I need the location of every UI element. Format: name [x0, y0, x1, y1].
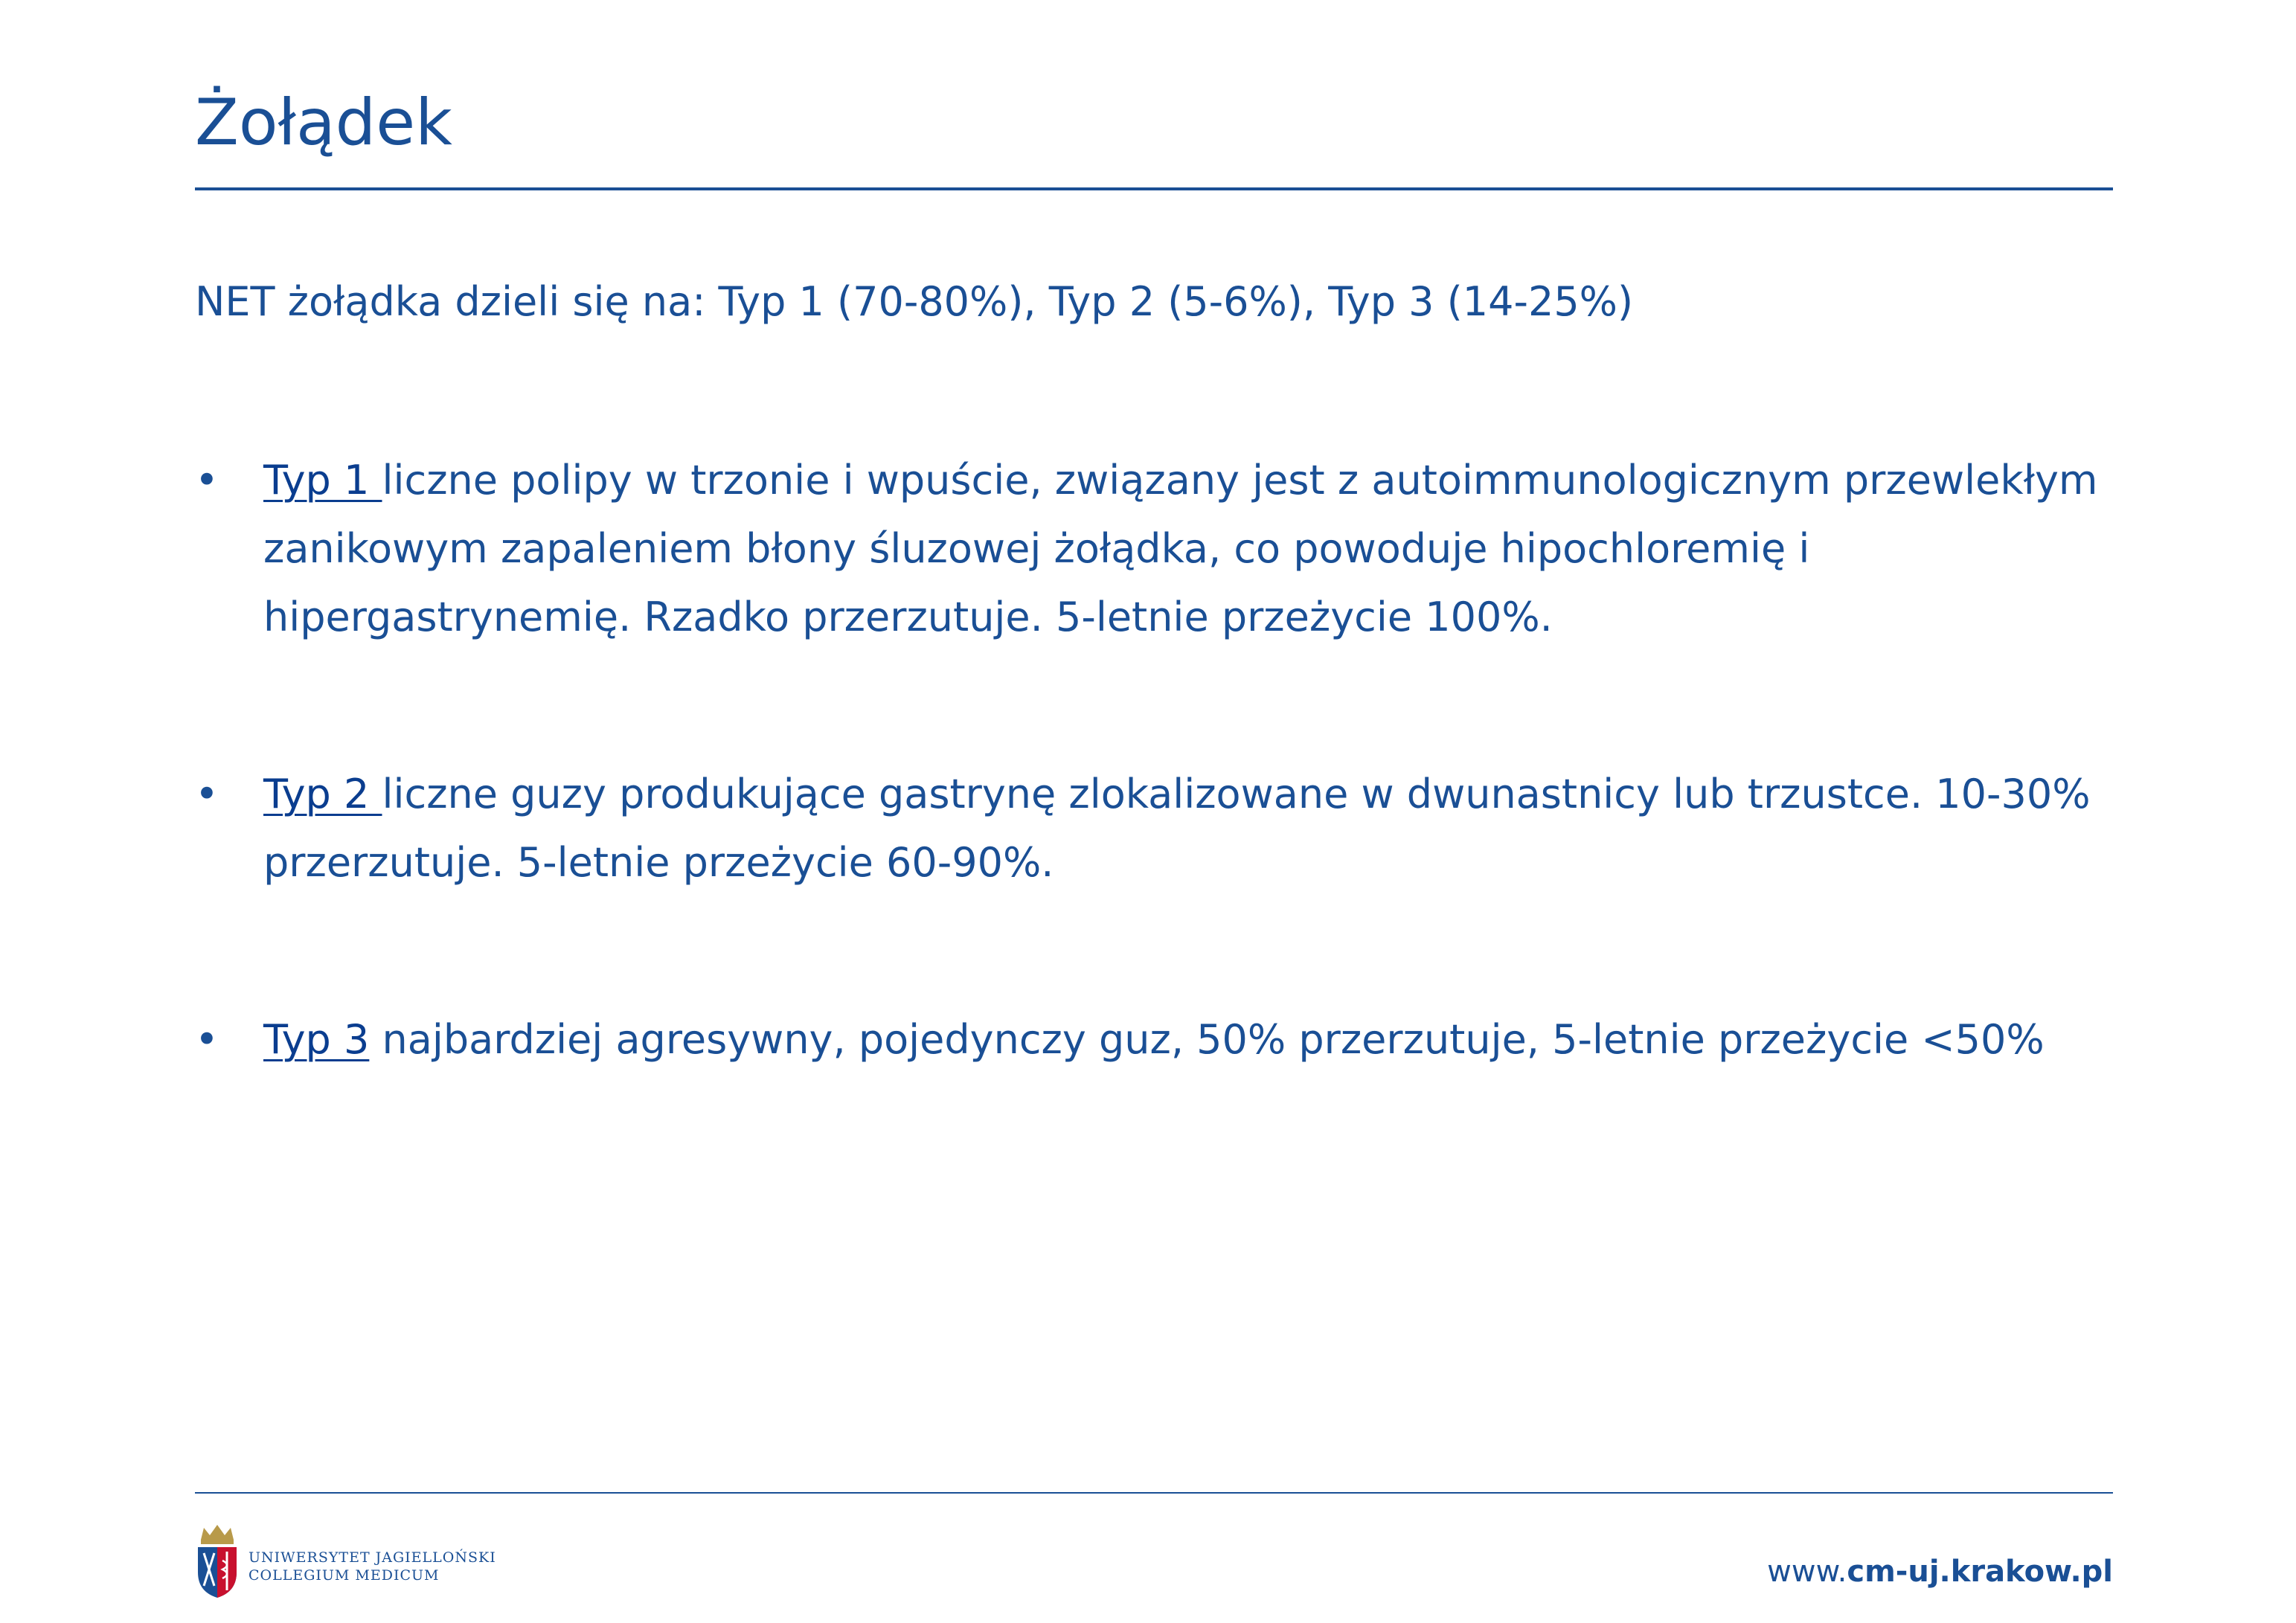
title-divider: [195, 187, 2113, 190]
typ-2-link[interactable]: Typ 2: [263, 771, 382, 817]
university-logo: [195, 1520, 496, 1599]
bullet-marker: •: [195, 457, 219, 504]
logo-university-name: UNIWERSYTET JAGIELLOŃSKI: [248, 1549, 496, 1566]
typ-3-description: najbardziej agresywny, pojedynczy guz, 50% przerzutuje, 5-letnie przeżycie <50%: [369, 1016, 2045, 1063]
bullet-marker: •: [195, 1016, 219, 1063]
bullet-typ-2: [195, 760, 2107, 897]
intro-text: NET żołądka dzieli się na: Typ 1 (70-80%), Typ 2 (5-6%), Typ 3 (14-25%): [195, 278, 1634, 325]
website-url[interactable]: [1767, 1555, 2113, 1589]
typ-3-link[interactable]: Typ 3: [263, 1016, 370, 1063]
crest-icon: [195, 1520, 240, 1599]
typ-1-link[interactable]: Typ 1: [263, 457, 382, 504]
url-domain: cm-uj.krakow.pl: [1847, 1555, 2113, 1589]
footer-divider: [195, 1492, 2113, 1494]
bullet-typ-1: [195, 446, 2107, 652]
logo-text: [248, 1535, 496, 1584]
typ-1-description: liczne polipy w trzonie i wpuście, związany jest z autoimmunologicznym przewlekłym zanikowym zapaleniem błony śluzowej żołądka, co powoduje hipochloremię i hipergastrynemię. Rzadko przerzutuje. 5-letnie przeżycie 100%.: [263, 457, 2098, 640]
bullet-list: [195, 446, 2107, 1074]
typ-2-description: liczne guzy produkujące gastrynę zlokalizowane w dwunastnicy lub trzustce. 10-30% przerzutuje. 5-letnie przeżycie 60-90%.: [263, 771, 2091, 886]
url-prefix: www.: [1767, 1555, 1847, 1589]
slide-title: Żołądek: [195, 86, 452, 160]
bullet-marker: •: [195, 771, 219, 817]
bullet-typ-3: [195, 1006, 2107, 1074]
logo-faculty-name: COLLEGIUM MEDICUM: [248, 1567, 440, 1584]
